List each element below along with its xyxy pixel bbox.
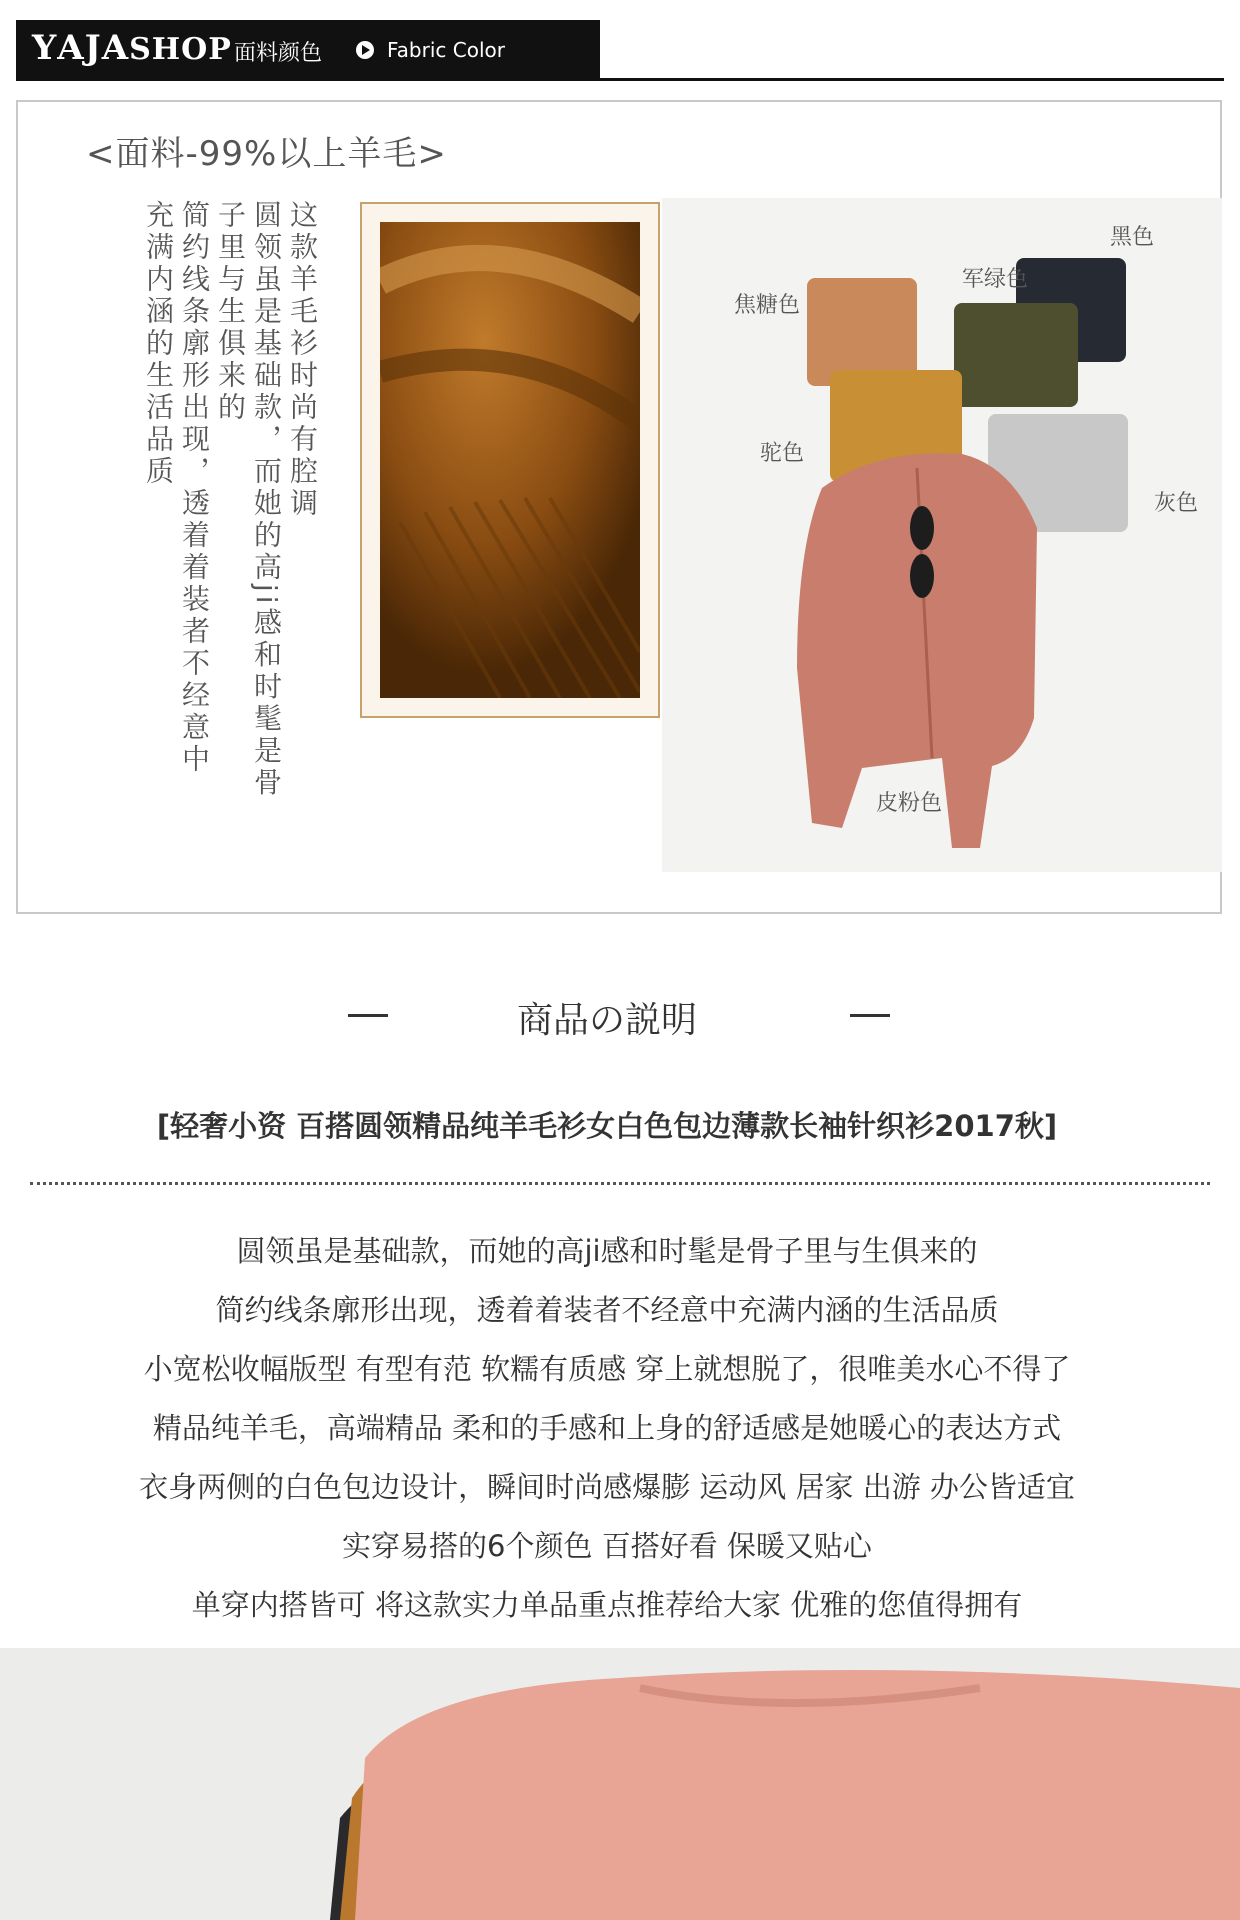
fabric-desc-col-5: 充满内涵的生活品质	[142, 200, 175, 488]
color-label-caramel: 焦糖色	[734, 293, 801, 318]
color-label-army-green: 军绿色	[962, 267, 1029, 292]
color-label-black: 黑色	[1110, 225, 1155, 250]
fabric-desc-col-2: 圆领虽是基础款，而她的高ji感和时髦是骨	[250, 200, 283, 800]
description-line: 单穿内搭皆可 将这款实力单品重点推荐给大家 优雅的您值得拥有	[191, 1588, 1023, 1622]
fabric-closeup-image	[380, 222, 640, 698]
header-bar	[16, 20, 600, 78]
description-line: 精品纯羊毛，高端精品 柔和的手感和上身的舒适感是她暖心的表达方式	[152, 1411, 1062, 1445]
description-line: 衣身两侧的白色包边设计，瞬间时尚感爆膨 运动风 居家 出游 办公皆适宜	[139, 1470, 1075, 1504]
fabric-title: <面料-99%以上羊毛>	[86, 134, 447, 174]
fabric-panel	[16, 100, 1222, 914]
fabric-swatch-frame	[360, 202, 660, 718]
header-underline	[16, 78, 1224, 81]
section-dash-right	[850, 1014, 890, 1017]
dotted-divider	[30, 1182, 1210, 1185]
play-arrow-icon	[356, 41, 374, 59]
product-title: [轻奢小资 百搭圆领精品纯羊毛衫女白色包边薄款长袖针织衫2017秋]	[156, 1109, 1058, 1143]
section-title: 商品の説明	[516, 1000, 697, 1041]
description-line: 圆领虽是基础款，而她的高ji感和时髦是骨子里与生俱来的	[236, 1234, 978, 1268]
shop-logo[interactable]: ΥAJASHOP	[32, 28, 232, 68]
section-title-en: Fabric Color	[387, 38, 505, 62]
color-label-grey: 灰色	[1154, 491, 1199, 516]
color-label-pink: 皮粉色	[876, 791, 943, 816]
description-line: 小宽松收幅版型 有型有范 软糯有质感 穿上就想脱了，很唯美水心不得了	[143, 1352, 1071, 1386]
fabric-desc-col-3: 子里与生俱来的	[214, 200, 247, 424]
description-line: 实穿易搭的6个颜色 百搭好看 保暖又贴心	[342, 1529, 872, 1563]
product-description	[0, 1222, 1214, 1635]
fabric-desc-col-4: 简约线条廓形出现，透着着装者不经意中	[178, 200, 211, 776]
fabric-desc-col-1: 这款羊毛衫时尚有腔调	[286, 200, 319, 520]
color-label-camel: 驼色	[760, 441, 805, 466]
section-title-cn: 面料颜色	[234, 41, 323, 66]
sweater-stack-photo	[0, 1648, 1240, 1920]
description-line: 简约线条廓形出现，透着着装者不经意中充满内涵的生活品质	[215, 1293, 999, 1327]
